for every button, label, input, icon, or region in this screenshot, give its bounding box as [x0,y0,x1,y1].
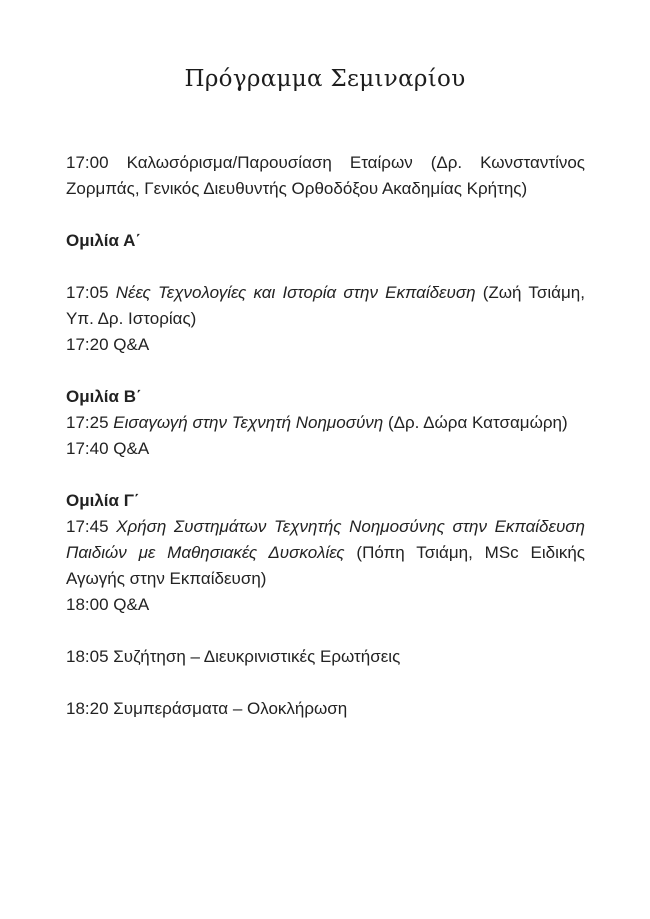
talk-a-entry [66,280,585,332]
talk-b-title: Εισαγωγή στην Τεχνητή Νοημοσύνη [113,413,384,432]
spacer [66,670,585,696]
talk-a-time: 17:05 [66,283,109,302]
document-title: Πρόγραμμα Σεμιναρίου [184,66,466,92]
welcome-entry [66,150,585,202]
talk-a-heading: Ομιλία Α΄ [66,231,142,250]
spacer [66,618,585,644]
talk-b-time: 17:25 [66,413,109,432]
welcome-text: Καλωσόρισμα/Παρουσίαση Εταίρων (Δρ. Κωνσταντίνος Ζορμπάς, Γενικός Διευθυντής Ορθοδόξου Ακαδημίας Κρήτης) [66,153,585,198]
talk-c-time: 17:45 [66,517,109,536]
talk-c-qa: 18:00 Q&A [66,595,150,614]
spacer [66,202,585,228]
talk-b-heading: Ομιλία Β΄ [66,387,142,406]
talk-b-entry [66,410,585,436]
talk-b-qa: 17:40 Q&A [66,439,150,458]
schedule-content [66,150,585,722]
spacer [66,358,585,384]
talk-a-qa: 17:20 Q&A [66,335,150,354]
conclusion-entry: 18:20 Συμπεράσματα – Ολοκλήρωση [66,699,348,718]
spacer [66,462,585,488]
talk-a-title: Νέες Τεχνολογίες και Ιστορία στην Εκπαίδευση [115,283,476,302]
talk-c-entry [66,514,585,592]
talk-c-heading: Ομιλία Γ΄ [66,491,140,510]
talk-b-speaker: (Δρ. Δώρα Κατσαμώρη) [387,413,568,432]
talk-c-speaker: (Πόπη Τσιάμη, MSc Ειδικής Αγωγής στην Εκπαίδευση) [66,543,585,588]
welcome-time: 17:00 [66,153,109,172]
discussion-entry: 18:05 Συζήτηση – Διευκρινιστικές Ερωτήσεις [66,647,401,666]
talk-a-speaker: (Ζωή Τσιάμη, Υπ. Δρ. Ιστορίας) [66,283,585,328]
spacer [66,254,585,280]
talk-c-title: Χρήση Συστημάτων Τεχνητής Νοημοσύνης στην Εκπαίδευση Παιδιών με Μαθησιακές Δυσκολίες [66,517,585,562]
